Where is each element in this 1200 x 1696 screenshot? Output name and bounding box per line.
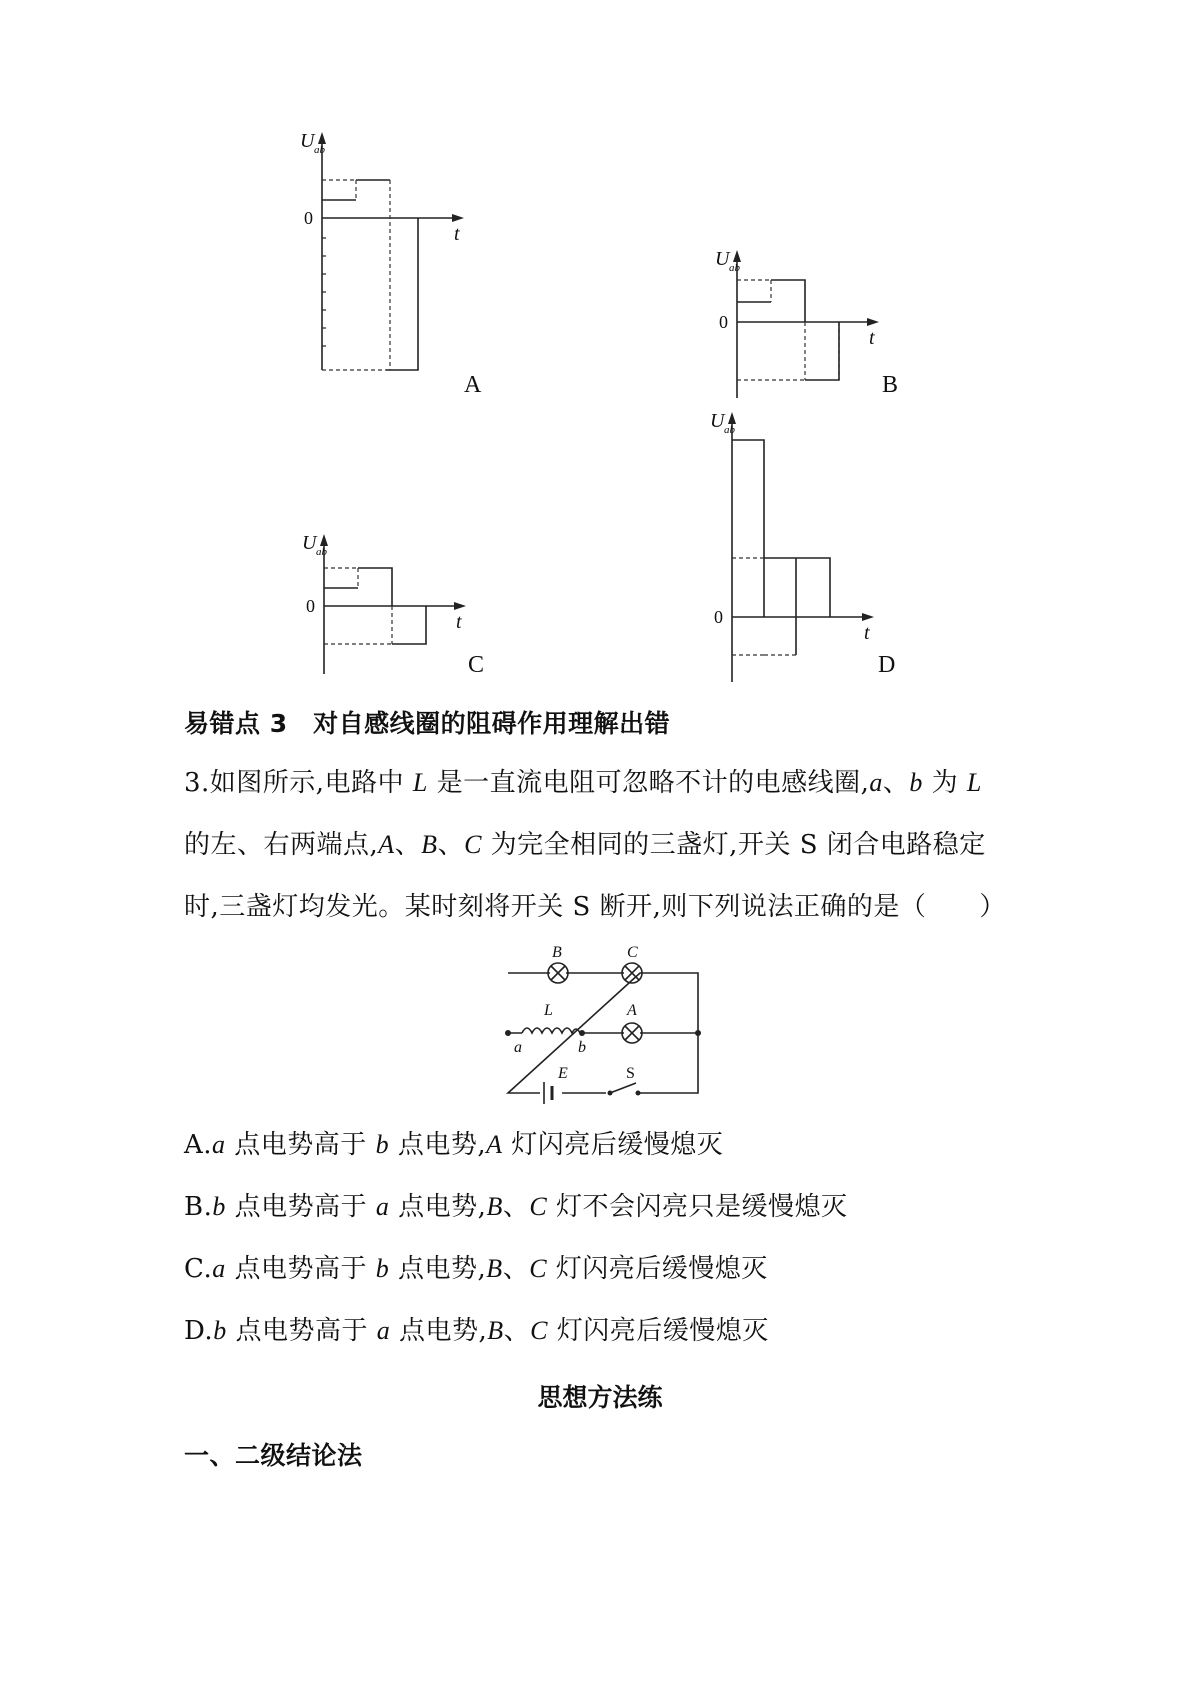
lamp-a-icon — [622, 1023, 642, 1043]
origin-label: 0 — [714, 607, 723, 627]
section-heading: 易错点 3 对自感线圈的阻碍作用理解出错 — [184, 709, 671, 738]
y-axis-label: U — [300, 130, 315, 152]
graph-label-b: B — [882, 372, 899, 398]
question-line-2: 的左、右两端点,A、B、C 为完全相同的三盏灯,开关 S 闭合电路稳定 — [184, 830, 986, 860]
label-lamp-a: A — [627, 1002, 637, 1019]
inductor-icon — [522, 1028, 580, 1033]
question-line-3: 时,三盏灯均发光。某时刻将开关 S 断开,则下列说法正确的是（ ） — [184, 892, 1006, 922]
label-switch: S — [626, 1065, 635, 1082]
x-axis-label: t — [864, 622, 870, 644]
x-axis-label: t — [456, 611, 462, 633]
y-axis-label-sub: ab — [316, 546, 327, 558]
lamp-b-icon — [548, 963, 568, 983]
method-title: 思想方法练 — [537, 1383, 663, 1412]
choice-b[interactable]: B.b 点电势高于 a 点电势,B、C 灯不会闪亮只是缓慢熄灭 — [184, 1192, 848, 1222]
graph-option-c — [292, 532, 492, 682]
question-line-1: 3.如图所示,电路中 L 是一直流电阻可忽略不计的电感线圈,a、b 为 L — [184, 768, 982, 798]
label-point-a: a — [514, 1039, 522, 1056]
choice-d[interactable]: D.b 点电势高于 a 点电势,B、C 灯闪亮后缓慢熄灭 — [184, 1316, 769, 1346]
y-axis-label-sub: ab — [314, 144, 325, 156]
x-axis-label: t — [454, 223, 460, 245]
graph-option-a — [290, 130, 490, 400]
label-lamp-b: B — [552, 944, 562, 961]
graph-option-b — [705, 248, 905, 408]
label-lamp-c: C — [627, 944, 638, 961]
choice-a[interactable]: A.a 点电势高于 b 点电势,A 灯闪亮后缓慢熄灭 — [184, 1130, 724, 1160]
y-axis-label: U — [715, 248, 730, 270]
y-axis-label: U — [710, 410, 725, 432]
y-axis-label-sub: ab — [729, 262, 740, 274]
y-axis-label-sub: ab — [724, 424, 735, 436]
origin-label: 0 — [306, 596, 315, 616]
graph-label-c: C — [468, 652, 485, 678]
origin-label: 0 — [719, 312, 728, 332]
method-section-heading: 一、二级结论法 — [184, 1441, 363, 1470]
label-battery: E — [558, 1065, 568, 1082]
graph-label-d: D — [878, 652, 896, 678]
origin-label: 0 — [304, 208, 313, 228]
choice-c[interactable]: C.a 点电势高于 b 点电势,B、C 灯闪亮后缓慢熄灭 — [184, 1254, 768, 1284]
x-axis-label: t — [869, 327, 875, 349]
graph-option-d — [700, 410, 900, 690]
label-inductor: L — [544, 1002, 553, 1019]
circuit-diagram — [500, 940, 710, 1100]
y-axis-label: U — [302, 532, 317, 554]
graph-label-a: A — [464, 372, 482, 398]
label-point-b: b — [578, 1039, 586, 1056]
